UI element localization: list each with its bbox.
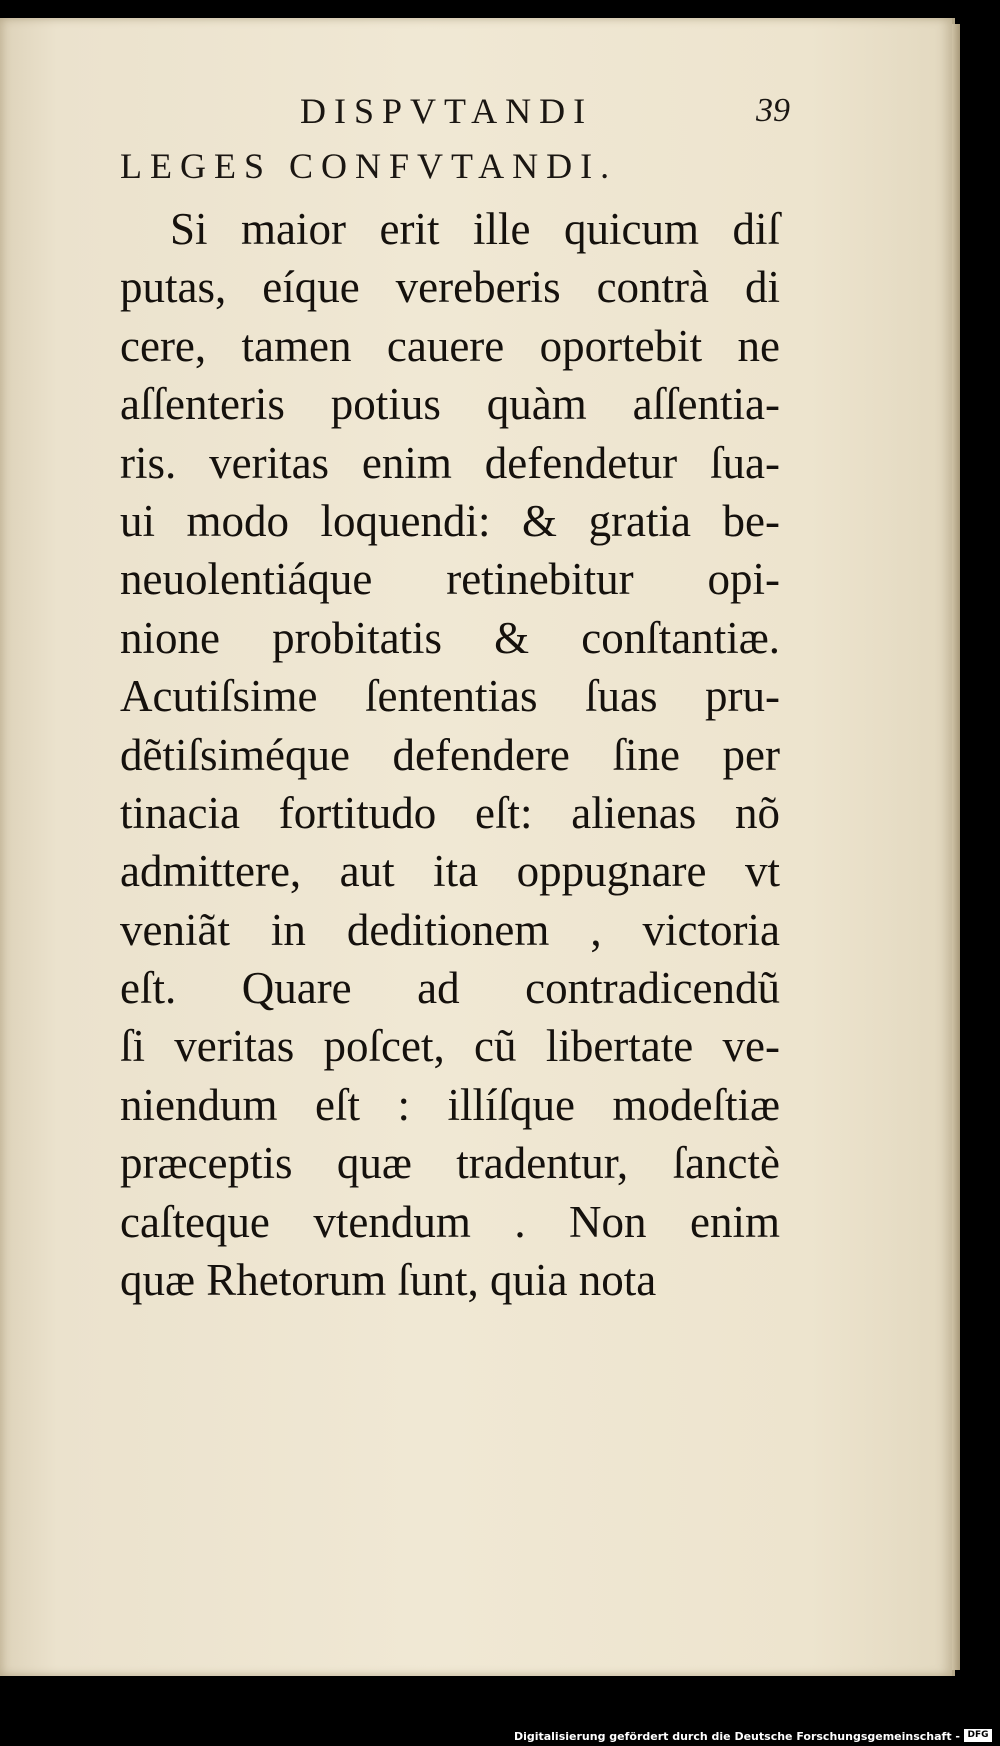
dfg-logo: DFG [964,1729,992,1742]
text-line: Si maior erit ille quicum diſ [170,204,780,254]
text-line: quæ Rhetorum ſunt, quia nota [120,1255,657,1306]
text-line: ui modo loquendi: & gratia be- [120,495,780,546]
text-line: niendum eſt : illíſque modeſtiæ [120,1079,780,1130]
text-line: cere, tamen cauere oportebit ne [120,320,780,371]
text-line: eſt. Quare ad contradicendũ [120,963,780,1014]
text-line: dẽtiſsiméque defendere ſine per [120,729,780,780]
text-line: caſteque vtendum . Non enim [120,1196,780,1247]
text-line: veniãt in deditionem , victoria [120,904,780,955]
running-header [120,90,800,140]
text-line: neuolentiáque retinebitur opi- [120,554,780,605]
text-line: ſi veritas poſcet, cũ libertate ve- [120,1021,780,1072]
body-text [120,200,780,1309]
text-line: admittere, aut ita oppugnare vt [120,846,780,897]
text-line: putas, eíque vereberis contrà di [120,262,780,313]
text-line: Acutiſsime ſententias ſuas pru- [120,671,780,722]
page-edge [952,24,960,1670]
section-heading: LEGES CONFVTANDI. [120,146,618,186]
text-line: aſſenteris potius quàm aſſentia- [120,379,780,430]
text-line: nione probitatis & conſtantiæ. [120,612,780,663]
header-title: DISPVTANDI [300,91,594,131]
text-line: tinacia fortitudo eſt: alienas nõ [120,787,780,838]
page-number: 39 [756,92,790,129]
funding-credit: Digitalisierung gefördert durch die Deutsche Forschungsgemeinschaft - [513,1730,960,1743]
text-line: ris. veritas enim defendetur ſua- [120,437,780,488]
text-line: præceptis quæ tradentur, ſanctè [120,1138,780,1189]
